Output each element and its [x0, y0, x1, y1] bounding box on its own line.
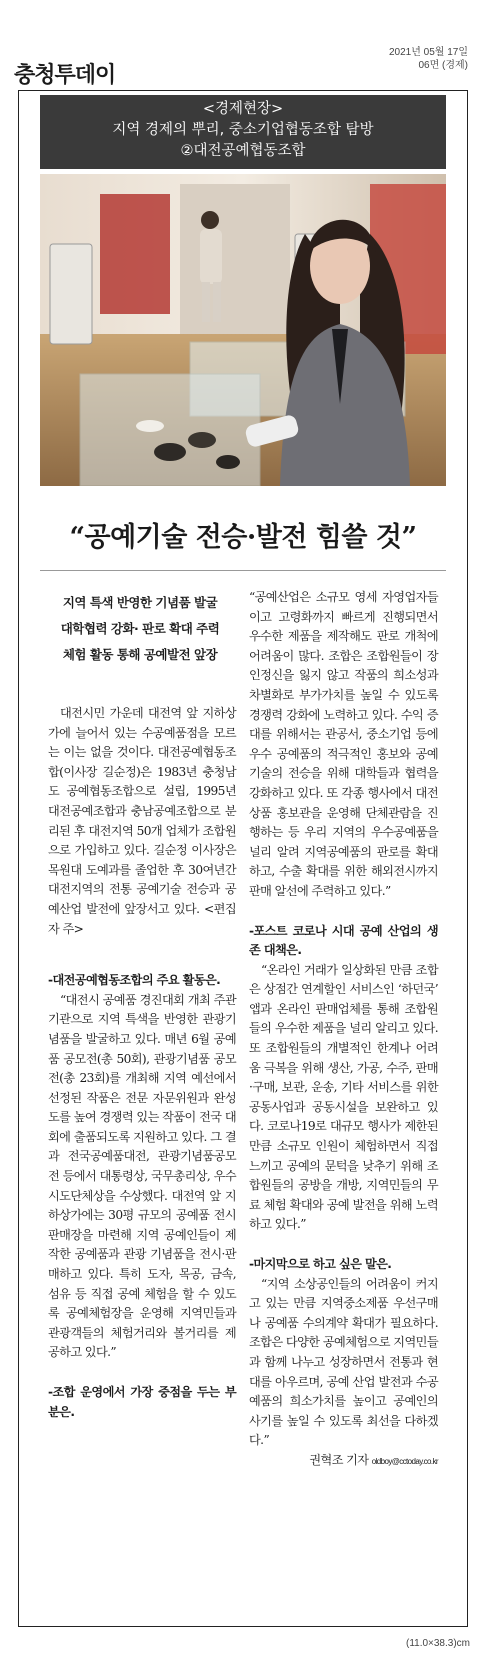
answer: “대전시 공예품 경진대회 개최 주관기관으로 지역 특색을 반영한 관광기념품을 발굴하고 있다. 매년 6월 공예품 공모전(총 50회), 관광기념품 공모전(총 23회)를 개최해 지역 예선에서 선정된 작품은 전문 자문위원과 완성도를 높여 경쟁력 있는 작품이 전국 대회에 출품되도록 지원하고 있다. 그 결과 전국공예품대전, 관광기념품공모전 등에서 대통령상, 국무총리상, 우수시도단체상을 수상했다. 대전역 앞 지하상가에는 30평 규모의 공예품 전시 판매장을 마련해 지역 공예인들이 제작한 공예품과 관광 기념품을 전시·판매하고 있다. 특히 도자, 목공, 금속, 섬유 등 직접 공예 체험을 할 수 있도록 공예체험장을 운영해 지역민들과 관광객들의 체험거리와 볼거리를 제공하고 있다.” — [48, 992, 236, 1360]
section-label: <경제현장> — [202, 101, 284, 117]
issue-info — [389, 46, 468, 72]
byline — [249, 1451, 438, 1472]
subheadlines — [40, 590, 240, 668]
question: -조합 운영에서 가장 중점을 두는 부분은. — [48, 1385, 236, 1419]
question: -마지막으로 하고 싶은 말은. — [249, 1257, 392, 1271]
article-photo — [40, 174, 446, 486]
issue-date: 2021년 05월 17일 — [388, 47, 468, 58]
headline-rule — [40, 570, 446, 571]
question: -대전공예협동조합의 주요 활동은. — [48, 973, 221, 988]
issue-page: 06면 (경제) — [418, 60, 468, 71]
article-column-right — [249, 588, 438, 1472]
series-banner — [40, 95, 446, 169]
article-column-left — [48, 704, 236, 1422]
newspaper-logo: 충청투데이 — [14, 63, 116, 88]
reporter-email: oldboy@cctoday.co.kr — [371, 1456, 438, 1466]
answer: “공예산업은 소규모 영세 자영업자들이고 고령화까지 빠르게 진행되면서 우수한 제품을 제작해도 판로 개척에 어려움이 많다. 조합은 조합원들이 장인정신을 잃지 않고 작품의 희소성과 차별화로 부가가치를 높일 수 있도록 경쟁력 강화에 노력하고 있다. 수익 증대를 위해서는 관공서, 중소기업 등에 우수 공예품의 적극적인 홍보와 공예기술의 전승을 위해 대학들과 협력을 강화하고 있다. 또 각종 행사에서 대전상품 홍보관을 운영해 단체관람을 진행하는 등 우리 지역의 우수공예품을 널리 알려 지역공예품의 판로를 확대하고, 수출 확대를 위한 해외전시까지 판매 알선에 주력하고 있다.” — [249, 590, 438, 898]
question: -포스트 코로나 시대 공예 산업의 생존 대책은. — [249, 923, 438, 958]
subheadline: 체험 활동 통해 공예발전 앞장 — [62, 647, 218, 662]
answer: “온라인 거래가 일상화된 만큼 조합은 상점간 연계할인 서비스인 ‘하던국’ 앱과 온라인 판매업체를 통해 조합원들의 우수한 제품을 널리 알리고 있다. 또 조합원들의 개별적인 한계나 어려움 극복을 위해 생산, 가공, 수주, 판매·구매, 보관, 운송, 기타 서비스를 위한 공동사업과 공동시설을 보완하고 있다. 코로나19로 대규모 행사가 제한된 만큼 소규모 인원이 체험하면서 직접 느끼고 공예의 문턱을 낮추기 위해 조합원들의 공방을 개방, 지역민들의 무료 체험 확대와 공예 발전을 위해 노력하고 있다.” — [249, 962, 438, 1232]
reporter-name: 권혁조 기자 — [309, 1452, 369, 1467]
series-title: 지역 경제의 뿌리, 중소기업협동조합 탐방 — [112, 122, 374, 138]
subheadline: 지역 특색 반영한 기념품 발굴 — [62, 595, 218, 610]
intro-paragraph: 대전시민 가운데 대전역 앞 지하상가에 늘어서 있는 수공예품점을 모르는 이는 없을 것이다. 대전공예협동조합(이사장 길순정)은 1983년 충청남도 공예협동조합으로 설립, 1995년 대전공예조합과 충남공예조합으로 분리된 후 대전지역 50개 업체가 조합원으로 가입하고 있다. 길순정 이사장은 목원대 도예과를 졸업한 후 30여년간 대전지역의 전통 공예기술 전승과 공예산업 발전에 앞장서고 있다. <편집자 주> — [48, 706, 236, 936]
clipping-size: (11.0×38.3)cm — [405, 1638, 470, 1649]
episode-title: ②대전공예협동조합 — [180, 143, 306, 159]
headline: “공예기술 전승·발전 힘쓸 것” — [69, 522, 417, 553]
subheadline: 대학협력 강화· 판로 확대 주력 — [60, 621, 220, 636]
answer: “지역 소상공인들의 어려움이 커지고 있는 만큼 지역중소제품 우선구매나 공예품 수의계약 확대가 필요하다. 조합은 다양한 공예체험으로 지역민들과 함께 나누고 성장하면서 전통과 현대를 아우르며, 공예 산업 발전과 수공예품의 희소가치를 높이고 공예인의 사기를 높일 수 있도록 최선을 다하겠다.” — [249, 1276, 438, 1448]
